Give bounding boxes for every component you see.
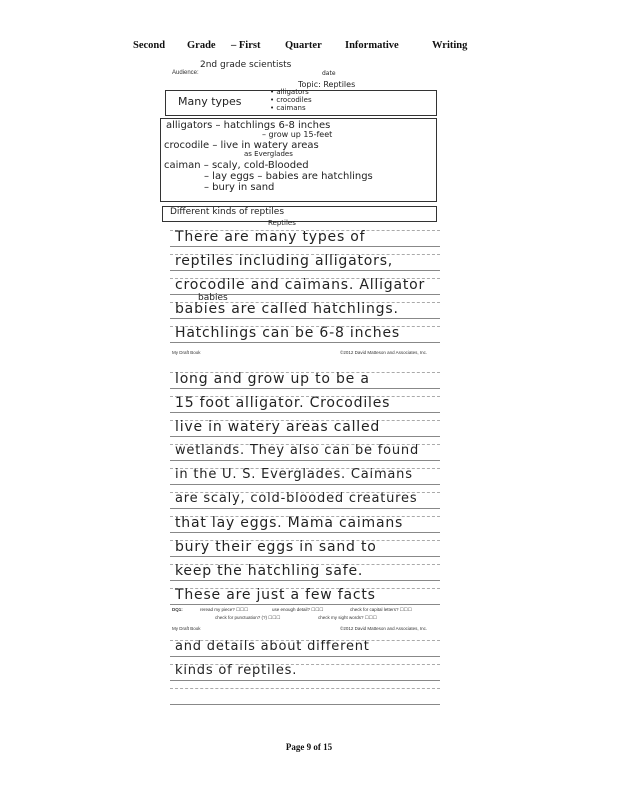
draft-line: reptiles including alligators,: [175, 253, 394, 269]
draft-line: crocodile and caimans. Alligator: [175, 277, 426, 293]
audience-label: Audience:: [172, 70, 199, 76]
draft-line: live in watery areas called: [175, 419, 381, 435]
draft-line: babies are called hatchlings.: [175, 301, 399, 317]
audience-extra: date: [322, 70, 336, 77]
header-word: Quarter: [285, 40, 322, 51]
copyright: ©2012 David Matteson and Associates, Inc.: [340, 626, 428, 631]
draft-line: bury their eggs in sand to: [175, 539, 377, 555]
draft-line: 15 foot alligator. Crocodiles: [175, 395, 391, 411]
header-word: Second: [133, 40, 166, 51]
checklist-item: check for punctuation? (?) ☐☐☐: [215, 615, 281, 620]
caiman-note-2: – lay eggs – babies are hatchlings: [204, 171, 373, 182]
checklist-item: reread my piece? ☐☐☐: [200, 607, 249, 612]
caiman-note: caiman – scaly, cold-Blooded: [164, 160, 309, 171]
draft-line: These are just a few facts: [175, 587, 376, 603]
crocodile-note-2: as Everglades: [244, 150, 293, 158]
type-item: • crocodiles: [270, 96, 312, 104]
draft-line: There are many types of: [175, 229, 366, 245]
crocodile-note: crocodile – live in watery areas: [164, 140, 319, 151]
draft-line: long and grow up to be a: [175, 371, 370, 387]
alligators-note: alligators – hatchlings 6-8 inches: [166, 120, 331, 131]
draft-line: in the U. S. Everglades. Caimans: [175, 467, 413, 482]
header-word: Writing: [432, 40, 468, 51]
checklist-item: use enough detail? ☐☐☐: [272, 607, 324, 612]
checklist-item: check for capital letters? ☐☐☐: [350, 607, 412, 612]
draft-line: and details about different: [175, 639, 370, 654]
header-word: – First: [231, 40, 261, 51]
different-kinds-note: Different kinds of reptiles: [170, 207, 285, 217]
checklist-item: check my sight words? ☐☐☐: [318, 615, 377, 620]
draft-line: kinds of reptiles.: [175, 663, 298, 678]
audience-value: 2nd grade scientists: [200, 60, 292, 70]
type-item: • caimans: [270, 104, 306, 112]
topic-label: Topic: Reptiles: [298, 80, 356, 89]
draft-line: wetlands. They also can be found: [175, 443, 420, 458]
many-types-label: Many types: [178, 95, 242, 108]
draft-line: are scaly, cold-blooded creatures: [175, 491, 418, 506]
book-label: My Draft Book: [172, 350, 201, 355]
draft-line: that lay eggs. Mama caimans: [175, 515, 404, 531]
book-label: My Draft Book: [172, 626, 201, 631]
header-word: Informative: [345, 40, 399, 51]
page-number: Page 9 of 15: [285, 742, 333, 752]
correction-note: babies: [198, 293, 228, 303]
copyright: ©2012 David Matteson and Associates, Inc.: [340, 350, 428, 355]
alligators-note-2: – grow up 15-feet: [262, 130, 333, 139]
draft-line: Hatchlings can be 6-8 inches: [175, 325, 400, 341]
draft-line: keep the hatchling safe.: [175, 563, 364, 579]
checklist-label: DQ1:: [172, 607, 183, 612]
document-header: [133, 40, 468, 54]
different-kinds-note-2: Reptiles: [268, 219, 296, 227]
header-word: Grade: [187, 40, 216, 51]
type-item: • alligators: [270, 88, 309, 96]
caiman-note-3: – bury in sand: [204, 182, 275, 193]
